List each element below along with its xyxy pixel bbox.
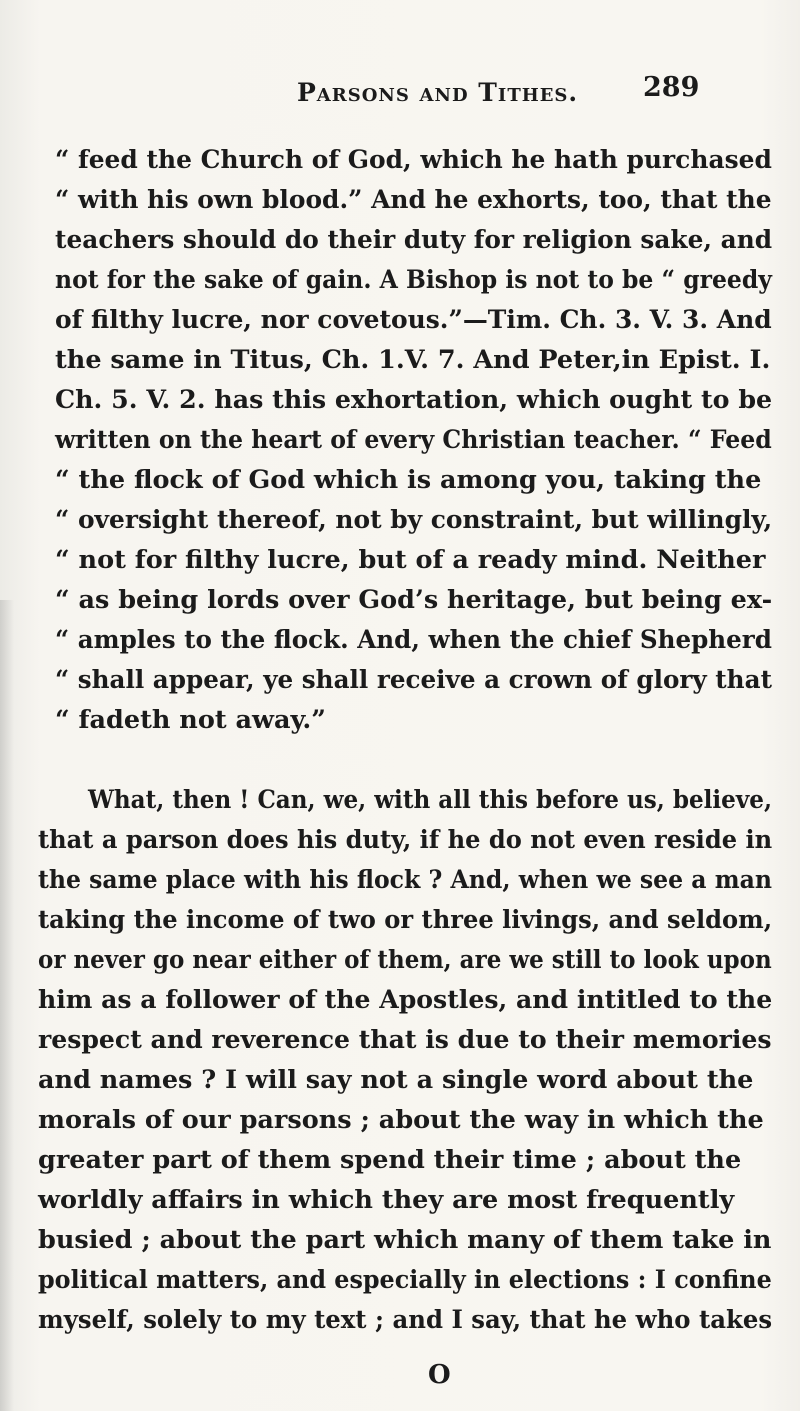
text-line: “ amples to the flock. And, when the chief Shepherd [55,625,772,655]
text-line: “ as being lords over God’s heritage, but being ex- [55,585,773,615]
text-line: morals of our parsons ; about the way in which the [38,1105,764,1135]
text-line: “ oversight thereof, not by constraint, but willingly, [55,505,773,535]
text-line: him as a follower of the Apostles, and intitled to the [38,985,773,1015]
text-line: “ with his own blood.” And he exhorts, too, that the [55,185,772,215]
text-line: and names ? I will say not a single word about the [38,1065,754,1095]
page-number: 289 [643,72,700,103]
text-line: not for the sake of gain. A Bishop is not to be “ greedy [55,265,772,295]
text-line: political matters, and especially in elections : I confine [38,1265,772,1295]
text-line: “ feed the Church of God, which he hath purchased [55,145,772,175]
text-line: “ fadeth not away.” [55,705,326,735]
text-line: “ shall appear, ye shall receive a crown of glory that [55,665,772,695]
gutter-shadow [0,600,14,1411]
text-line: worldly affairs in which they are most frequently [38,1185,735,1215]
text-line: myself, solely to my text ; and I say, that he who takes [38,1305,773,1335]
text-line: teachers should do their duty for religion sake, and [55,225,773,255]
text-line: “ the flock of God which is among you, taking the [55,465,762,495]
text-line: of filthy lucre, nor covetous.”—Tim. Ch. 3. V. 3. And [55,305,772,335]
text-line: “ not for filthy lucre, but of a ready mind. Neither [55,545,766,575]
text-line: greater part of them spend their time ; about the [38,1145,742,1175]
text-line: written on the heart of every Christian teacher. “ Feed [55,425,772,455]
text-line: the same in Titus, Ch. 1.V. 7. And Peter,in Epist. I. [55,345,771,375]
text-line: taking the income of two or three livings, and seldom, [38,905,773,935]
text-line: that a parson does his duty, if he do not even reside in [38,825,773,855]
text-line: or never go near either of them, are we still to look upon [38,945,772,975]
text-line: busied ; about the part which many of them take in [38,1225,772,1255]
catchword: O [428,1360,451,1390]
page-header [0,72,800,118]
text-line: What, then ! Can, we, with all this before us, believe, [88,785,772,815]
text-line: Ch. 5. V. 2. has this exhortation, which ought to be [55,385,773,415]
text-line: respect and reverence that is due to their memories [38,1025,772,1055]
text-line: the same place with his flock ? And, when we see a man [38,865,773,895]
running-head: Parsons and Tithes. [297,78,579,107]
